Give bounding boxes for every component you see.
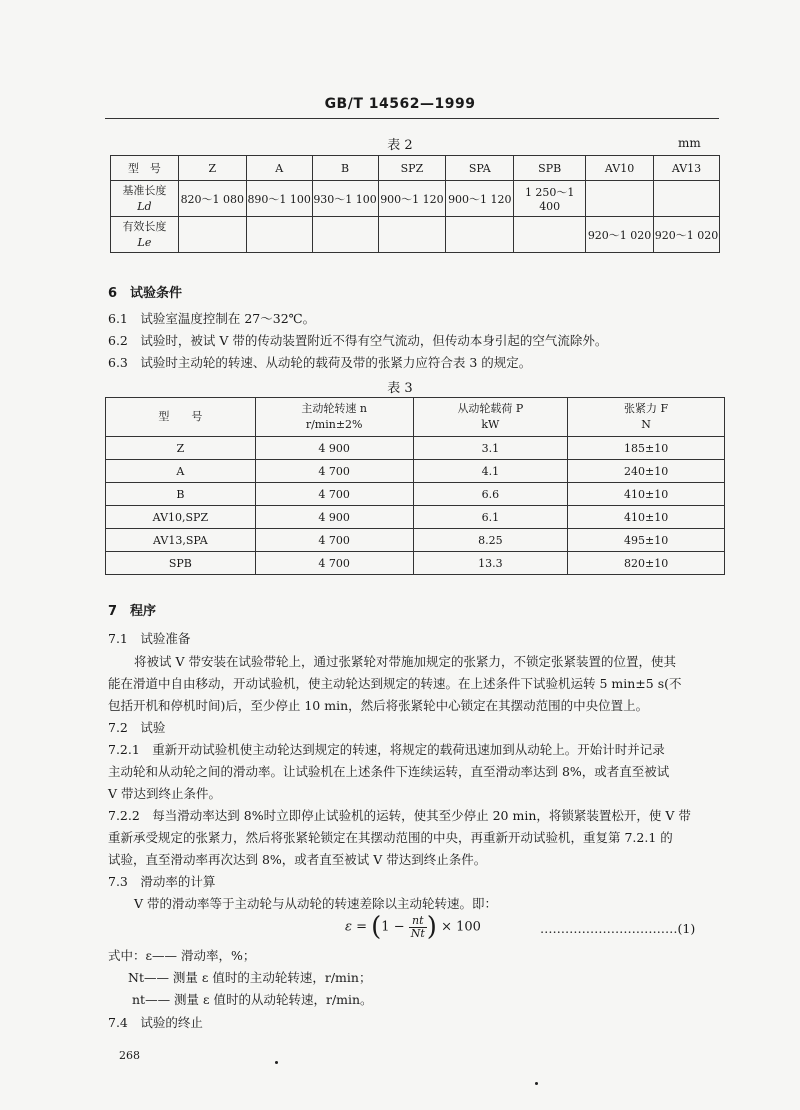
table-row: [106, 483, 725, 506]
section721-line: V 带达到终止条件。: [108, 786, 222, 801]
table-row: [106, 460, 725, 483]
table2-cell: [654, 181, 720, 217]
table3-cell-tension: 240±10: [568, 460, 725, 483]
formula-numerator: nt: [409, 915, 427, 928]
section71-title: 7.1 试验准备: [108, 631, 191, 646]
formula-fraction: [409, 915, 427, 940]
section722-line: 7.2.2 每当滑动率达到 8%时立即停止试验机的运转，使其至少停止 20 min，将锁紧装置松开，使 V 带: [108, 808, 691, 823]
formula-paren-open: (: [371, 912, 382, 942]
table3-cell-speed: 4 700: [255, 529, 413, 552]
section72-title: 7.2 试验: [108, 720, 166, 735]
table2-cell: 820～1 080: [178, 181, 246, 217]
section74-title: 7.4 试验的终止: [108, 1015, 203, 1030]
where-line: Nt—— 测量 ε 值时的主动轮转速，r/min；: [128, 970, 372, 985]
table3-header-type: 型 号: [106, 398, 256, 437]
table2-type: A: [246, 156, 312, 181]
table3-cell-tension: 410±10: [568, 483, 725, 506]
table3-cell-type: A: [106, 460, 256, 483]
table-row: [106, 529, 725, 552]
table3-cell-type: AV10,SPZ: [106, 506, 256, 529]
header-unit: kW: [481, 418, 500, 431]
standard-header: GB/T 14562—1999: [324, 96, 476, 112]
table3-cell-load: 8.25: [413, 529, 568, 552]
table2-cell: [246, 217, 312, 253]
header-rule: [105, 118, 719, 119]
table2-row-effective: [111, 217, 720, 253]
table3-cell-load: 13.3: [413, 552, 568, 575]
table3: [105, 397, 725, 575]
table3-cell-speed: 4 700: [255, 483, 413, 506]
header-text: 从动轮载荷 P: [457, 402, 524, 415]
table3-cell-type: AV13,SPA: [106, 529, 256, 552]
table2-cell: [514, 217, 586, 253]
table2-cell: 900～1 120: [446, 181, 514, 217]
section722-line: 试验，直至滑动率再次达到 8%，或者直至被试 V 带达到终止条件。: [108, 852, 487, 867]
header-unit: r/min±2%: [305, 418, 363, 431]
header-text: 主动轮转速 n: [301, 402, 367, 415]
table2-row-label: [111, 217, 179, 253]
section721-line: 7.2.1 重新开动试验机使主动轮达到规定的转速，将规定的载荷迅速加到从动轮上。开始计时并记录: [108, 742, 665, 757]
table2-type: AV13: [654, 156, 720, 181]
section71-line: 能在滑道中自由移动，开动试验机，使主动轮达到规定的转速。在上述条件下试验机运转 5 min±5 s(不: [108, 676, 682, 691]
section71-line: 将被试 V 带安装在试验带轮上，通过张紧轮对带施加规定的张紧力，不锁定张紧装置的位置，使其: [134, 654, 676, 669]
formula-denominator: Nt: [410, 926, 425, 940]
table2-type: B: [312, 156, 378, 181]
table3-header-tension: [568, 398, 725, 437]
section73-title: 7.3 滑动率的计算: [108, 874, 216, 889]
table3-cell-type: B: [106, 483, 256, 506]
table2-cell: [446, 217, 514, 253]
table3-header-row: [106, 398, 725, 437]
table3-cell-tension: 820±10: [568, 552, 725, 575]
formula-one: 1 −: [381, 919, 409, 935]
table2-caption: 表 2: [387, 138, 413, 153]
formula-paren-close: ): [426, 912, 437, 942]
formula-rhs: × 100: [441, 919, 481, 935]
table2-cell: 900～1 120: [378, 181, 446, 217]
scan-speck: [275, 1061, 278, 1064]
table3-cell-load: 6.1: [413, 506, 568, 529]
section721-line: 主动轮和从动轮之间的滑动率。让试验机在上述条件下连续运转，直至滑动率达到 8%，或者直至被试: [108, 764, 670, 779]
table-row: [106, 437, 725, 460]
table2-unit: mm: [678, 136, 701, 150]
table2-header-row: [111, 156, 720, 181]
label-symbol: Le: [137, 235, 152, 249]
table3-cell-speed: 4 900: [255, 506, 413, 529]
table2-cell: [312, 217, 378, 253]
formula-number: ……………………………(1): [540, 921, 696, 936]
table3-cell-type: SPB: [106, 552, 256, 575]
where-line: nt—— 测量 ε 值时的从动轮转速，r/min。: [132, 992, 373, 1007]
table2-type: SPZ: [378, 156, 446, 181]
section6-para: 6.1 试验室温度控制在 27～32℃。: [108, 311, 316, 326]
where-line: 式中：ε—— 滑动率，%；: [108, 948, 256, 963]
label-symbol: Ld: [137, 199, 152, 213]
label-text: 有效长度: [122, 219, 167, 233]
header-unit: N: [641, 418, 651, 431]
table2-cell: 920～1 020: [654, 217, 720, 253]
table2: [110, 155, 720, 253]
section6-title: 6 试验条件: [108, 286, 183, 301]
table3-header-load: [413, 398, 568, 437]
table2-cell: [586, 181, 654, 217]
table3-cell-tension: 495±10: [568, 529, 725, 552]
header-text: 张紧力 F: [624, 402, 669, 415]
table3-cell-load: 3.1: [413, 437, 568, 460]
formula-lhs: ε =: [345, 919, 372, 935]
table3-cell-tension: 410±10: [568, 506, 725, 529]
table3-cell-type: Z: [106, 437, 256, 460]
slip-rate-formula: [345, 912, 481, 942]
table3-cell-load: 4.1: [413, 460, 568, 483]
table2-type: SPA: [446, 156, 514, 181]
table2-type: Z: [178, 156, 246, 181]
table-row: [106, 552, 725, 575]
table3-cell-speed: 4 700: [255, 460, 413, 483]
table2-type: AV10: [586, 156, 654, 181]
table3-cell-speed: 4 700: [255, 552, 413, 575]
table2-cell: 930～1 100: [312, 181, 378, 217]
section73-para: V 带的滑动率等于主动轮与从动轮的转速差除以主动轮转速。即：: [134, 896, 498, 911]
table2-type: SPB: [514, 156, 586, 181]
table2-type-label: 型 号: [111, 156, 179, 181]
table-row: [106, 506, 725, 529]
table2-cell: [378, 217, 446, 253]
section722-line: 重新承受规定的张紧力，然后将张紧轮锁定在其摆动范围的中央，再重新开动试验机，重复第 7.2.1 的: [108, 830, 673, 845]
page-number: 268: [119, 1049, 140, 1062]
table2-cell: 1 250～1 400: [514, 181, 586, 217]
table3-cell-tension: 185±10: [568, 437, 725, 460]
table2-row-datum: [111, 181, 720, 217]
section71-line: 包括开机和停机时间)后，至少停止 10 min，然后将张紧轮中心锁定在其摆动范围的中央位置上。: [108, 698, 649, 713]
section7-title: 7 程序: [108, 604, 157, 619]
table3-caption: 表 3: [387, 381, 413, 396]
table2-cell: [178, 217, 246, 253]
table2-row-label: [111, 181, 179, 217]
table3-cell-load: 6.6: [413, 483, 568, 506]
table3-cell-speed: 4 900: [255, 437, 413, 460]
section6-para: 6.3 试验时主动轮的转速、从动轮的载荷及带的张紧力应符合表 3 的规定。: [108, 355, 532, 370]
label-text: 基准长度: [122, 183, 167, 197]
scan-speck: [535, 1082, 538, 1085]
table3-header-speed: [255, 398, 413, 437]
section6-para: 6.2 试验时，被试 V 带的传动装置附近不得有空气流动，但传动本身引起的空气流除外。: [108, 333, 608, 348]
table2-cell: 890～1 100: [246, 181, 312, 217]
table2-cell: 920～1 020: [586, 217, 654, 253]
